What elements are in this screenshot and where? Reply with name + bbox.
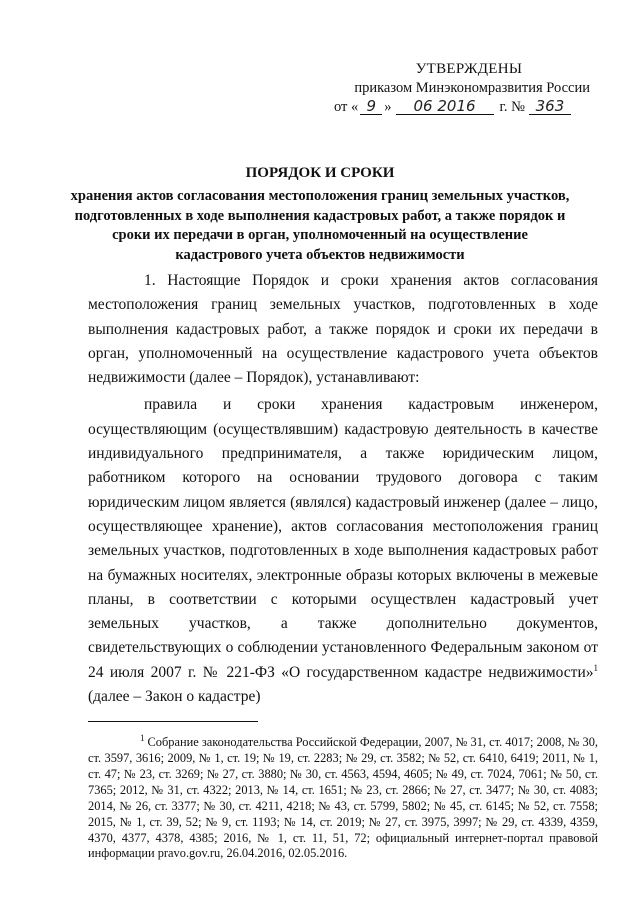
document-subtitle: хранения актов согласования местоположения границ земельных участков, подготовленных в ходе выполнения кадастровых работ, а также порядок и сроки их передачи в орган, уполномоченный на осуществление кадастрового учета объектов недвижимости	[70, 188, 570, 263]
footnote-separator	[88, 721, 258, 722]
document-title: ПОРЯДОК И СРОКИ	[245, 165, 395, 181]
paragraph-1: 1. Настоящие Порядок и сроки хранения актов согласования местоположения границ земельных участков, подготовленных в ходе выполнения кадастровых работ, а также порядок и сроки их передачи в орган, уполномоченный на осуществление кадастрового учета объектов недвижимости (далее – Порядок), устанавливают:	[88, 272, 598, 387]
approval-heading: УТВЕРЖДЕНЫ	[415, 61, 523, 77]
approval-year-number-label: г. №	[499, 99, 525, 115]
approval-order-line: приказом Минэкономразвития России	[354, 80, 590, 96]
approval-date-line	[334, 98, 614, 117]
approval-number-handwritten: 363	[529, 98, 571, 115]
document-body	[88, 269, 598, 709]
footnote-ref: 1	[593, 662, 598, 673]
paragraph-2-text: правила и сроки хранения кадастровым инженером, осуществляющим (осуществлявшим) кадастровую деятельность в качестве индивидуального предпринимателя, а также юридическим лицом, работником которого на основании трудового договора с таким юридическим лицом является (являлся) кадастровый инженер (далее – лицо, осуществляющее хранение), актов согласования местоположения границ земельных участков, подготовленных в ходе выполнения кадастровых работ на бумажных носителях, электронные образы которых включены в межевые планы, в соответствии с которыми осуществлен кадастровый учет земельных участков, а также дополнительно документов, свидетельствующих о соблюдении установленного Федеральным законом от 24 июля 2007 г. № 221-ФЗ «О государственном кадастре недвижимости»	[88, 396, 598, 681]
approval-quote-close: »	[384, 99, 392, 115]
footnote	[88, 731, 598, 862]
approval-date-handwritten: 06 2016	[396, 98, 494, 115]
approval-from-label: от «	[334, 99, 359, 115]
paragraph-2-tail: (далее – Закон о кадастре)	[88, 688, 261, 706]
footnote-number: 1	[140, 733, 145, 743]
approval-day-handwritten: 9	[360, 98, 382, 115]
approval-block	[334, 60, 614, 117]
paragraph-2	[88, 393, 598, 709]
footnote-text: Собрание законодательства Российской Федерации, 2007, № 31, ст. 4017; 2008, № 30, ст. 3597, 3616; 2009, № 1, ст. 19; № 19, ст. 2283; № 29, ст. 3582; № 52, ст. 6410, 6419; 2011, № 1, ст. 47; № 23, ст. 3269; № 27, ст. 3880; № 30, ст. 4563, 4594, 4605; № 49, ст. 7024, 7061; № 50, ст. 7365; 2012, № 31, ст. 4322; 2013, № 14, ст. 1651; № 23, ст. 2866; № 27, ст. 3477; № 30, ст. 4083; 2014, № 26, ст. 3377; № 30, ст. 4211, 4218; № 43, ст. 5799, 5802; № 45, ст. 6145; № 52, ст. 7558; 2015, № 1, ст. 39, 52; № 9, ст. 1193; № 14, ст. 2019; № 27, ст. 3975, 3997; № 29, ст. 4339, 4359, 4370, 4377, 4378, 4385; 2016, № 1, ст. 11, 51, 72; официальный интернет-портал правовой информации pravo.gov.ru, 26.04.2016, 02.05.2016.	[88, 735, 598, 861]
